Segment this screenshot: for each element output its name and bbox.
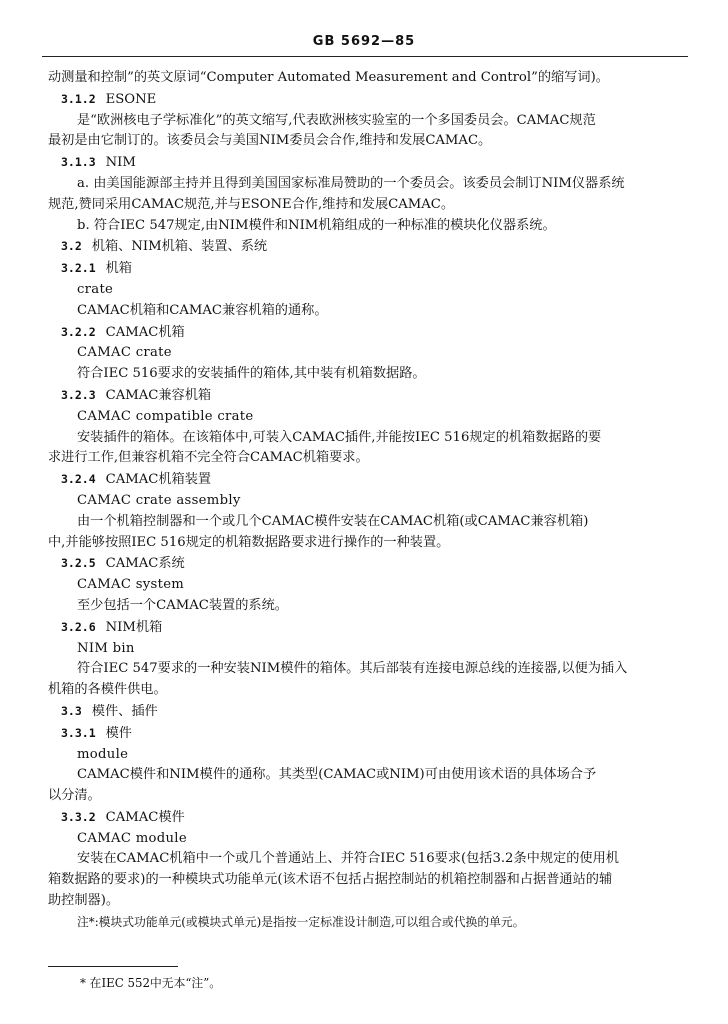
section-title: CAMAC机箱装置: [105, 472, 212, 488]
section-heading-3-2-5: [48, 553, 688, 575]
section-title: CAMAC兼容机箱: [105, 387, 212, 403]
section-title: ESONE: [105, 91, 157, 107]
section-heading-3-2-3: [48, 385, 688, 407]
section-title: CAMAC模件: [105, 809, 185, 825]
english-term: CAMAC system: [77, 577, 185, 593]
section-title: CAMAC机箱: [105, 324, 185, 340]
section-number: 3.2.1: [61, 261, 96, 276]
text-line: a. 由美国能源部主持并且得到美国国家标准局赞助的一个委员会。该委员会制订NIM仪器系统: [77, 175, 625, 191]
section-number: 3.1.2: [61, 91, 96, 106]
section-number: 3.2: [61, 239, 82, 254]
section-number: 3.3.2: [61, 809, 96, 824]
text-line: 至少包括一个CAMAC装置的系统。: [77, 597, 288, 613]
note: 注*:模块式功能单元(或模块式单元)是指按一定标准设计制造,可以组合或代换的单元。: [77, 914, 525, 929]
english-term: CAMAC crate assembly: [77, 492, 241, 508]
text-line: 安装插件的箱体。在该箱体中,可装入CAMAC插件,并能按IEC 516规定的机箱数据路的要: [77, 429, 602, 445]
section-number: 3.2.3: [61, 387, 96, 402]
section-number: 3.3.1: [61, 725, 96, 740]
text-line: 以分清。: [48, 788, 101, 804]
section-heading-3-2-1: [48, 258, 688, 280]
footnote-rule: [48, 966, 178, 967]
section-heading-3-1-3: [48, 152, 688, 174]
section-number: 3.2.2: [61, 324, 96, 339]
section-heading-3-3-2: [48, 807, 688, 829]
text-line: 机箱的各模件供电。: [48, 682, 167, 698]
text-line: 安装在CAMAC机箱中一个或几个普通站上、并符合IEC 516要求(包括3.2条中规定的使用机: [77, 851, 619, 867]
english-term: NIM bin: [77, 640, 135, 656]
english-term: module: [77, 746, 129, 762]
english-term: crate: [77, 281, 114, 297]
section-heading-3-2-2: [48, 322, 688, 344]
section-title: NIM: [105, 155, 136, 171]
english-term: CAMAC crate: [77, 345, 172, 361]
text-line: 由一个机箱控制器和一个或几个CAMAC模件安装在CAMAC机箱(或CAMAC兼容机箱): [77, 513, 589, 529]
section-heading-3-3-1: [48, 723, 688, 745]
section-title: CAMAC系统: [105, 556, 185, 572]
text-line: b. 符合IEC 547规定,由NIM模件和NIM机箱组成的一种标准的模块化仪器系统。: [77, 217, 556, 233]
section-title: 机箱、NIM机箱、装置、系统: [91, 239, 268, 255]
section-number: 3.2.4: [61, 472, 96, 487]
page-header-standard-number: GB 5692—85: [312, 34, 416, 49]
footnote: * 在IEC 552中无本“注”。: [80, 976, 222, 990]
text-line: 最初是由它制订的。该委员会与美国NIM委员会合作,维持和发展CAMAC。: [48, 133, 492, 149]
section-title: 模件: [105, 725, 132, 741]
section-number: 3.2.5: [61, 556, 96, 571]
text-line: 规范,赞同采用CAMAC规范,并与ESONE合作,维持和发展CAMAC。: [48, 196, 455, 212]
section-heading-3-2-4: [48, 469, 688, 491]
section-number: 3.3: [61, 703, 82, 718]
text-line: 求进行工作,但兼容机箱不完全符合CAMAC机箱要求。: [48, 450, 369, 466]
text-line: 动测量和控制”的英文原词“Computer Automated Measurement and Control”的缩写词)。: [48, 70, 609, 85]
section-heading-3-3: [48, 701, 688, 723]
text-line: 助控制器)。: [48, 893, 120, 909]
english-term: CAMAC compatible crate: [77, 408, 254, 424]
text-line: 符合IEC 547要求的一种安装NIM模件的箱体。其后部装有连接电源总线的连接器,以便为插入: [77, 661, 628, 677]
section-heading-3-2-6: [48, 617, 688, 639]
section-number: 3.2.6: [61, 619, 96, 634]
section-title: 模件、插件: [91, 703, 158, 719]
section-number: 3.1.3: [61, 155, 96, 170]
section-title: NIM机箱: [105, 619, 163, 635]
text-line: 箱数据路的要求)的一种模块式功能单元(该术语不包括占据控制站的机箱控制器和占据普通站的辅: [48, 872, 613, 888]
section-heading-3-2: [48, 236, 688, 258]
section-title: 机箱: [105, 261, 132, 277]
text-line: CAMAC机箱和CAMAC兼容机箱的通称。: [77, 302, 328, 318]
section-heading-3-1-2: [48, 89, 688, 111]
document-body: [48, 68, 688, 933]
text-line: CAMAC模件和NIM模件的通称。其类型(CAMAC或NIM)可由使用该术语的具体场合予: [77, 767, 597, 783]
header-rule: [42, 56, 688, 57]
text-line: 中,并能够按照IEC 516规定的机箱数据路要求进行操作的一种装置。: [48, 534, 450, 550]
text-line: 符合IEC 516要求的安装插件的箱体,其中装有机箱数据路。: [77, 366, 426, 382]
text-line: 是“欧洲核电子学标准化”的英文缩写,代表欧洲核实验室的一个多国委员会。CAMAC规范: [77, 112, 596, 128]
english-term: CAMAC module: [77, 830, 187, 846]
